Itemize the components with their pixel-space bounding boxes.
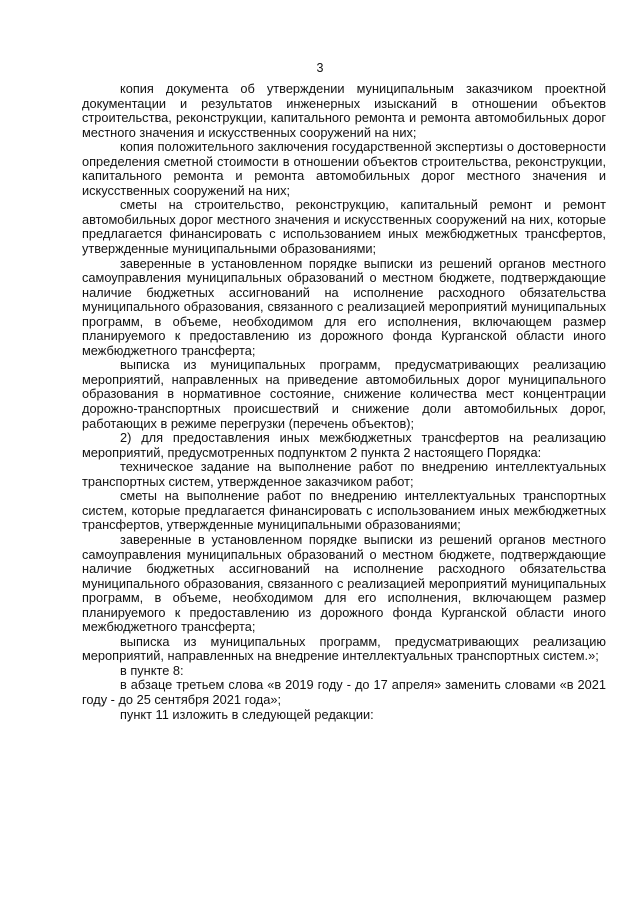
paragraph-subclause-2-heading: 2) для предоставления иных межбюджетных трансфертов на реализацию мероприятий, предусмотренных подпунктом 2 пункта 2 настоящего Порядка: <box>82 430 606 460</box>
document-body <box>82 82 606 722</box>
paragraph-road-estimates: сметы на строительство, реконструкцию, капитальный ремонт и ремонт автомобильных дорог местного значения и искусственных сооружений на них, которые предлагается финансировать с использованием иных межбюджетных трансфертов, утвержденные муниципальными образованиями; <box>82 197 606 257</box>
page-number: 3 <box>316 61 324 75</box>
paragraph-state-expertise-conclusion: копия положительного заключения государственной экспертизы о достоверности определения сметной стоимости в отношении объектов строительства, реконструкции, капитального ремонта и ремонта автомобильных дорог местного значения и искусственных сооружений на них; <box>82 139 606 198</box>
paragraph-clause-11-new-edition: пункт 11 изложить в следующей редакции: <box>120 706 374 722</box>
paragraph-budget-decision-extracts: заверенные в установленном порядке выписки из решений органов местного самоуправления муниципальных образований о местном бюджете, подтверждающие наличие бюджетных ассигнований на исполнение расходного обязательства муниципального образования, связанного с реализацией мероприятий муниципальных программ, в объеме, необходимом для его исполнения, включающем размер планируемого к предоставлению из дорожного фонда Курганской области иного межбюджетного трансферта; <box>82 255 606 358</box>
paragraph-project-docs-approval: копия документа об утверждении муниципальным заказчиком проектной документации и результатов инженерных изысканий в отношении объектов строительства, реконструкции, капитального ремонта и ремонта автомобильных дорог местного значения и искусственных сооружений на них; <box>82 81 606 140</box>
paragraph-its-estimates: сметы на выполнение работ по внедрению интеллектуальных транспортных систем, которые предлагается финансировать с использованием иных межбюджетных трансфертов, утвержденные муниципальными образованиями; <box>82 488 606 533</box>
paragraph-clause-8-amendment: в абзаце третьем слова «в 2019 году - до 17 апреля» заменить словами «в 2021 году - до 25 сентября 2021 года»; <box>82 677 606 707</box>
paragraph-its-budget-decision-extracts: заверенные в установленном порядке выписки из решений органов местного самоуправления муниципальных образований о местном бюджете, подтверждающие наличие бюджетных ассигнований на исполнение расходного обязательства муниципального образования, связанного с реализацией мероприятий муниципальных программ, в объеме, необходимом для его исполнения, включающем размер планируемого к предоставлению из дорожного фонда Курганской области иного межбюджетного трансферта; <box>82 531 606 635</box>
paragraph-road-program-extract: выписка из муниципальных программ, предусматривающих реализацию мероприятий, направленных на приведение автомобильных дорог муниципального образования в нормативное состояние, снижение количества мест концентрации дорожно-транспортных происшествий и снижение доли автомобильных дорог, работающих в режиме перегрузки (перечень объектов); <box>82 357 606 431</box>
paragraph-clause-8: в пункте 8: <box>120 662 184 678</box>
paragraph-its-program-extract: выписка из муниципальных программ, предусматривающих реализацию мероприятий, направленных на внедрение интеллектуальных транспортных систем.»; <box>82 633 606 664</box>
paragraph-technical-assignment: техническое задание на выполнение работ по внедрению интеллектуальных транспортных систем, утвержденное заказчиком работ; <box>82 459 606 489</box>
